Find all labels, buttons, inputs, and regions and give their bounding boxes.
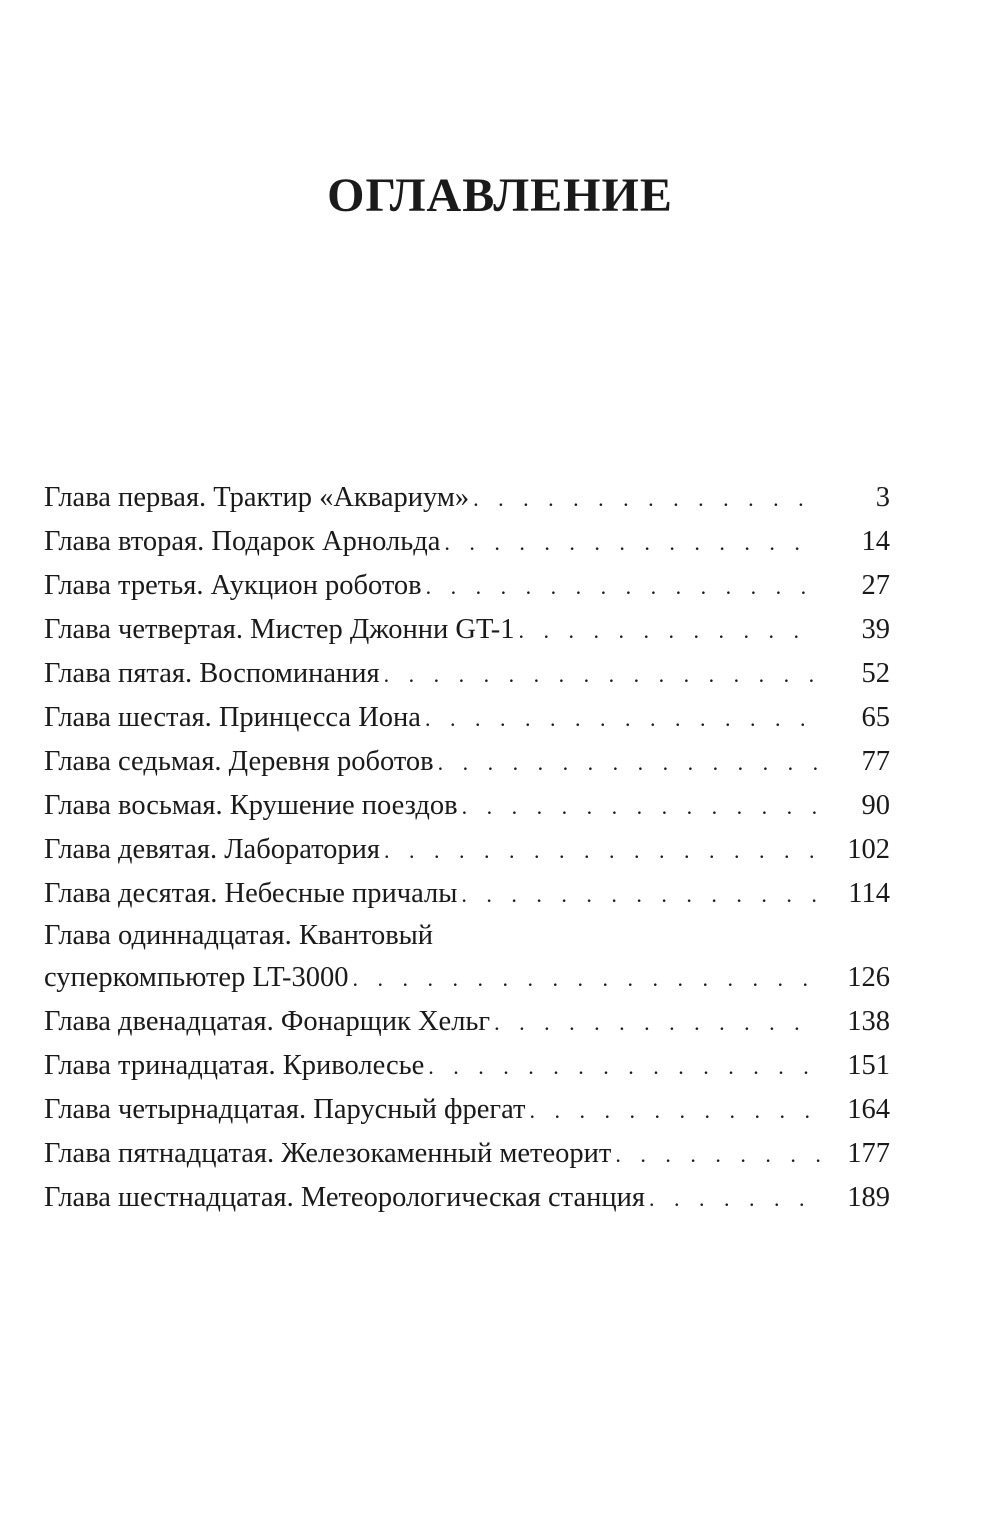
entry-title: Глава пятнадцатая. Железокаменный метеорит <box>44 1138 612 1169</box>
page-number: 151 <box>847 1050 890 1081</box>
page-number: 189 <box>847 1182 890 1213</box>
entry-title: Глава тринадцатая. Криволесье <box>44 1050 425 1081</box>
entry-title: Глава шестнадцатая. Метеорологическая станция <box>44 1182 645 1213</box>
dot-leader <box>380 653 820 697</box>
dot-leader <box>421 697 820 741</box>
dot-leader <box>490 1001 820 1045</box>
toc-entry-14[interactable] <box>44 1088 890 1132</box>
page-number: 65 <box>861 702 890 733</box>
toc-entry-8[interactable] <box>44 784 890 828</box>
dot-leader <box>422 565 820 609</box>
entry-title: Глава девятая. Лаборатория <box>44 834 381 865</box>
toc-entry-4[interactable] <box>44 608 890 652</box>
entry-title: Глава десятая. Небесные причалы <box>44 878 458 909</box>
toc-entry-11[interactable] <box>44 916 890 1000</box>
entry-title: Глава шестая. Принцесса Иона <box>44 702 421 733</box>
page-number: 114 <box>848 878 890 909</box>
page-number: 102 <box>847 834 890 865</box>
entry-title: Глава пятая. Воспоминания <box>44 658 380 689</box>
entry-title: Глава седьмая. Деревня роботов <box>44 746 434 777</box>
entry-title: Глава первая. Трактир «Аквариум» <box>44 482 470 513</box>
page-title: ОГЛАВЛЕНИЕ <box>327 169 673 222</box>
dot-leader <box>424 1045 820 1089</box>
entry-title-line-1: Глава одиннадцатая. Квантовый <box>44 920 434 951</box>
page-number: 138 <box>847 1006 890 1037</box>
page-number: 90 <box>861 790 890 821</box>
page-number: 177 <box>847 1138 890 1169</box>
page-number: 3 <box>875 482 890 513</box>
toc-entry-1[interactable] <box>44 476 890 520</box>
entry-title: Глава вторая. Подарок Арнольда <box>44 526 441 557</box>
page-number: 14 <box>861 526 890 557</box>
dot-leader <box>440 521 820 565</box>
toc-entry-10[interactable] <box>44 872 890 916</box>
toc-entry-6[interactable] <box>44 696 890 740</box>
page-number: 77 <box>861 746 890 777</box>
toc-entry-13[interactable] <box>44 1044 890 1088</box>
toc-entry-15[interactable] <box>44 1132 890 1176</box>
entry-title: Глава четвертая. Мистер Джонни GT-1 <box>44 614 515 645</box>
toc-entry-3[interactable] <box>44 564 890 608</box>
toc-entry-5[interactable] <box>44 652 890 696</box>
page-number: 39 <box>861 614 890 645</box>
toc-entry-2[interactable] <box>44 520 890 564</box>
dot-leader <box>645 1177 820 1221</box>
dot-leader <box>434 741 820 785</box>
entry-title: Глава четырнадцатая. Парусный фрегат <box>44 1094 526 1125</box>
dot-leader <box>349 957 820 1001</box>
table-of-contents <box>44 476 890 1220</box>
toc-entry-12[interactable] <box>44 1000 890 1044</box>
entry-title: Глава двенадцатая. Фонарщик Хельг <box>44 1006 491 1037</box>
page-number: 126 <box>847 962 890 993</box>
page-number: 164 <box>847 1094 890 1125</box>
dot-leader <box>469 477 820 521</box>
dot-leader <box>457 873 820 917</box>
dot-leader <box>515 609 820 653</box>
entry-title-line-2: суперкомпьютер LT-3000 <box>44 962 349 993</box>
entry-title: Глава третья. Аукцион роботов <box>44 570 422 601</box>
toc-entry-7[interactable] <box>44 740 890 784</box>
dot-leader <box>525 1089 820 1133</box>
toc-entry-9[interactable] <box>44 828 890 872</box>
page-number: 52 <box>861 658 890 689</box>
dot-leader <box>458 785 820 829</box>
page-number: 27 <box>861 570 890 601</box>
toc-entry-16[interactable] <box>44 1176 890 1220</box>
dot-leader <box>380 829 820 873</box>
entry-title: Глава восьмая. Крушение поездов <box>44 790 458 821</box>
dot-leader <box>611 1133 820 1177</box>
